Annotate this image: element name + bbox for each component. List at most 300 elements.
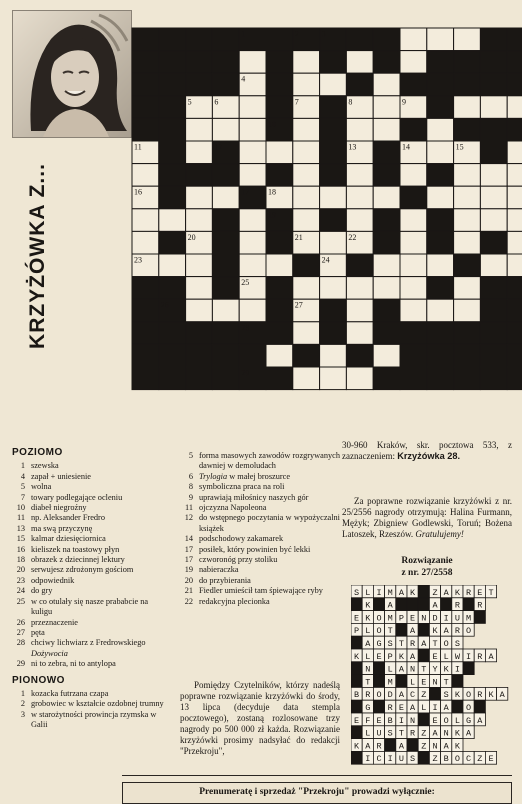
white-cell[interactable] xyxy=(320,277,347,300)
white-cell[interactable] xyxy=(373,96,400,119)
white-cell[interactable] xyxy=(212,118,239,141)
black-cell xyxy=(427,209,454,232)
white-cell[interactable] xyxy=(373,186,400,209)
solution-cell xyxy=(362,700,373,713)
clue-main: kozacka futrzana czapa xyxy=(31,688,109,698)
clue-number: 17 xyxy=(184,544,193,554)
white-cell[interactable] xyxy=(212,186,239,209)
clue-item xyxy=(180,555,340,565)
solution-black-cell xyxy=(351,675,362,688)
clue-item xyxy=(12,482,170,492)
white-cell[interactable] xyxy=(454,164,481,187)
solution-cell xyxy=(396,649,407,662)
solution-letter: R xyxy=(387,703,393,713)
solution-black-cell xyxy=(418,598,429,611)
solution-black-cell xyxy=(418,623,429,636)
clue-main: towary podlegające ocleniu xyxy=(31,492,123,502)
white-cell[interactable] xyxy=(293,186,320,209)
white-cell[interactable] xyxy=(186,254,213,277)
clue-number: 29 xyxy=(16,659,25,669)
solution-letter: A xyxy=(443,703,449,713)
clue-main: symboliczna praca na roli xyxy=(199,482,285,492)
black-cell xyxy=(400,344,427,367)
black-cell xyxy=(454,367,481,390)
white-cell[interactable] xyxy=(239,118,266,141)
white-cell[interactable] xyxy=(454,299,481,322)
solution-cell xyxy=(452,611,463,624)
clue-number: 1 xyxy=(20,688,25,698)
white-cell[interactable] xyxy=(186,141,213,164)
solution-cell xyxy=(429,700,440,713)
solution-cell xyxy=(362,598,373,611)
solution-letter: K xyxy=(454,728,460,739)
solution-letter: K xyxy=(454,587,460,598)
white-cell[interactable] xyxy=(293,73,320,96)
solution-letter: Y xyxy=(432,664,438,675)
solution-letter: E xyxy=(398,703,404,713)
black-cell xyxy=(320,209,347,232)
white-cell[interactable] xyxy=(239,209,266,232)
black-cell xyxy=(159,118,186,141)
white-cell[interactable] xyxy=(480,164,507,187)
white-cell[interactable] xyxy=(400,299,427,322)
solution-letter: T xyxy=(432,639,438,649)
white-cell[interactable] xyxy=(239,254,266,277)
white-cell[interactable] xyxy=(507,164,522,187)
solution-cell xyxy=(463,585,474,598)
black-cell xyxy=(320,51,347,74)
white-cell[interactable] xyxy=(454,28,481,51)
solution-cell xyxy=(362,675,373,688)
white-cell[interactable] xyxy=(132,209,159,232)
clue-text xyxy=(31,597,170,618)
white-cell[interactable] xyxy=(320,186,347,209)
clue-number: 18 xyxy=(268,187,276,197)
solution-cell xyxy=(373,623,384,636)
solution-letter: T xyxy=(398,639,404,649)
solution-cell xyxy=(429,611,440,624)
white-cell[interactable] xyxy=(507,254,522,277)
white-cell[interactable] xyxy=(400,231,427,254)
clue-main: grobowiec w kształcie ozdobnej trumny xyxy=(31,699,164,709)
clue-number: 13 xyxy=(348,142,357,152)
black-cell xyxy=(266,164,293,187)
white-cell[interactable] xyxy=(186,118,213,141)
solution-letter: O xyxy=(376,690,382,701)
black-cell xyxy=(132,299,159,322)
solution-cell xyxy=(418,687,429,700)
white-cell[interactable] xyxy=(346,277,373,300)
solution-letter: R xyxy=(410,728,416,739)
clue-item xyxy=(180,597,340,607)
clue-number: 8 xyxy=(348,97,353,107)
solution-cell xyxy=(463,623,474,636)
white-cell[interactable] xyxy=(454,209,481,232)
black-cell xyxy=(159,51,186,74)
white-cell[interactable] xyxy=(427,118,454,141)
clue-main: ojczyzna Napoleona xyxy=(199,503,267,513)
white-cell[interactable] xyxy=(346,118,373,141)
solution-letter: A xyxy=(398,664,404,675)
solution-letter: M xyxy=(387,613,393,624)
white-cell[interactable] xyxy=(400,254,427,277)
solution-cell xyxy=(396,726,407,739)
clue-main: w starożytności prowincja rzymska w Galii xyxy=(31,709,157,730)
solution-letter: R xyxy=(454,600,460,611)
clue-number: 2 xyxy=(20,699,25,709)
solution-black-cell xyxy=(373,700,384,713)
solution-cell xyxy=(362,662,373,675)
white-cell[interactable] xyxy=(507,96,522,119)
black-cell xyxy=(454,322,481,345)
clue-item xyxy=(180,472,340,482)
white-cell[interactable] xyxy=(400,51,427,74)
solution-letter: R xyxy=(454,626,460,637)
clue-number: 25 xyxy=(16,596,25,606)
white-cell[interactable] xyxy=(239,51,266,74)
solution-title-line2: z nr. 27/2558 xyxy=(401,568,453,578)
solution-cell xyxy=(452,649,463,662)
solution-letter: A xyxy=(443,741,449,752)
solution-letter: D xyxy=(432,613,438,624)
contest-paragraph: Pomiędzy Czytelników, którzy nadeślą poprawne rozwiązanie krzyżówki do środy, 13 lipca (decyduje data stempla pocztowego), zostaną rozlosowane trzy nagrody po 500 000 zł każda. Rozwiązanie krzyżówki prosimy nadsyłać do redakcji "Przekroju", xyxy=(180,680,340,756)
clue-item xyxy=(12,638,170,659)
black-cell xyxy=(480,344,507,367)
white-cell[interactable] xyxy=(266,344,293,367)
white-cell[interactable] xyxy=(346,322,373,345)
solution-cell xyxy=(441,739,452,752)
clue-main: do przybierania xyxy=(199,575,251,585)
white-cell[interactable] xyxy=(480,254,507,277)
white-cell[interactable] xyxy=(320,231,347,254)
black-cell xyxy=(186,164,213,187)
white-cell[interactable] xyxy=(373,344,400,367)
solution-cell xyxy=(362,649,373,662)
solution-cell xyxy=(385,675,396,688)
white-cell[interactable] xyxy=(346,209,373,232)
black-cell xyxy=(480,51,507,74)
solution-cell xyxy=(418,700,429,713)
black-cell xyxy=(480,299,507,322)
solution-cell xyxy=(407,687,418,700)
white-cell[interactable] xyxy=(400,28,427,51)
solution-letter: S xyxy=(387,639,393,649)
solution-letter: C xyxy=(466,754,472,765)
solution-letter: G xyxy=(365,703,371,713)
solution-cell xyxy=(373,636,384,649)
black-cell xyxy=(159,186,186,209)
pionowo-header: PIONOWO xyxy=(12,674,65,686)
solution-letter: S xyxy=(354,587,360,598)
solution-cell xyxy=(429,585,440,598)
clue-item xyxy=(12,534,170,544)
clue-main: posiłek, który powinien być lekki xyxy=(199,544,311,554)
black-cell xyxy=(186,367,213,390)
black-cell xyxy=(132,118,159,141)
white-cell[interactable] xyxy=(293,209,320,232)
white-cell[interactable] xyxy=(132,164,159,187)
black-cell xyxy=(400,73,427,96)
white-cell[interactable] xyxy=(507,141,522,164)
solution-cell xyxy=(407,713,418,726)
white-cell[interactable] xyxy=(132,231,159,254)
white-cell[interactable] xyxy=(320,367,347,390)
solution-cell xyxy=(385,751,396,764)
white-cell[interactable] xyxy=(293,51,320,74)
solution-cell xyxy=(429,598,440,611)
clue-main: ma swą przyczynę xyxy=(31,523,93,533)
white-cell[interactable] xyxy=(507,186,522,209)
white-cell[interactable] xyxy=(373,277,400,300)
black-cell xyxy=(159,96,186,119)
clue-item xyxy=(180,493,340,503)
clue-item xyxy=(12,628,170,638)
solution-letter: I xyxy=(454,664,460,675)
black-cell xyxy=(266,322,293,345)
clue-text xyxy=(31,524,170,534)
white-cell[interactable] xyxy=(186,277,213,300)
clue-text xyxy=(31,513,170,523)
white-cell[interactable] xyxy=(454,96,481,119)
white-cell[interactable] xyxy=(427,186,454,209)
solution-black-cell xyxy=(351,751,362,764)
white-cell[interactable] xyxy=(293,164,320,187)
black-cell xyxy=(320,299,347,322)
poziomo-list xyxy=(12,461,170,669)
black-cell xyxy=(320,96,347,119)
solution-cell xyxy=(485,585,496,598)
clue-number: 14 xyxy=(184,534,193,544)
white-cell[interactable] xyxy=(346,164,373,187)
white-cell[interactable] xyxy=(186,186,213,209)
solution-letter: K xyxy=(454,690,460,701)
solution-letter: L xyxy=(421,703,427,713)
white-cell[interactable] xyxy=(293,277,320,300)
solution-cell xyxy=(351,687,362,700)
solution-letter: E xyxy=(477,587,483,598)
clue-number: 22 xyxy=(348,232,357,242)
white-cell[interactable] xyxy=(480,209,507,232)
white-cell[interactable] xyxy=(346,299,373,322)
clue-number: 19 xyxy=(268,210,276,220)
black-cell xyxy=(427,322,454,345)
white-cell[interactable] xyxy=(266,141,293,164)
solution-cell xyxy=(441,636,452,649)
solution-letter: I xyxy=(365,754,371,765)
solution-letter: N xyxy=(443,728,449,739)
white-cell[interactable] xyxy=(159,254,186,277)
white-cell[interactable] xyxy=(373,118,400,141)
white-cell[interactable] xyxy=(212,299,239,322)
clue-text xyxy=(199,513,340,534)
white-cell[interactable] xyxy=(427,299,454,322)
black-cell xyxy=(159,28,186,51)
black-cell xyxy=(507,277,522,300)
clue-number: 15 xyxy=(455,142,464,152)
solution-cell xyxy=(373,726,384,739)
solution-letter: F xyxy=(365,715,371,726)
white-cell[interactable] xyxy=(239,96,266,119)
white-cell[interactable] xyxy=(507,231,522,254)
solution-black-cell xyxy=(373,598,384,611)
white-cell[interactable] xyxy=(373,73,400,96)
solution-cell xyxy=(351,623,362,636)
clue-text xyxy=(31,493,170,503)
white-cell[interactable] xyxy=(293,367,320,390)
solution-cell xyxy=(418,726,429,739)
white-cell[interactable] xyxy=(346,367,373,390)
white-cell[interactable] xyxy=(159,209,186,232)
solution-letter: I xyxy=(376,587,382,598)
white-cell[interactable] xyxy=(400,164,427,187)
clue-item xyxy=(12,586,170,596)
clue-number: 7 xyxy=(294,97,299,107)
solution-cell xyxy=(351,611,362,624)
solution-cell xyxy=(385,611,396,624)
clue-text xyxy=(31,565,170,575)
solution-letter: B xyxy=(387,715,393,726)
solution-letter: A xyxy=(398,690,404,701)
clue-main: redakcyjna plecionka xyxy=(199,596,270,606)
solution-letter: E xyxy=(376,715,382,726)
white-cell[interactable] xyxy=(427,28,454,51)
black-cell xyxy=(132,344,159,367)
solution-letter: A xyxy=(443,626,449,637)
white-cell[interactable] xyxy=(480,96,507,119)
clue-main: kieliszek na toastowy płyn xyxy=(31,544,120,554)
solution-cell xyxy=(362,751,373,764)
white-cell[interactable] xyxy=(293,322,320,345)
clue-italic: Dożywocia xyxy=(31,648,68,658)
black-cell xyxy=(454,344,481,367)
white-cell[interactable] xyxy=(239,164,266,187)
solution-black-cell xyxy=(351,598,362,611)
white-cell[interactable] xyxy=(400,277,427,300)
black-cell xyxy=(373,164,400,187)
white-cell[interactable] xyxy=(239,299,266,322)
clue-item xyxy=(180,513,340,534)
clue-number: 26 xyxy=(16,617,25,627)
clue-text xyxy=(199,597,340,607)
solution-black-cell xyxy=(396,675,407,688)
solution-cell xyxy=(396,751,407,764)
solution-letter: L xyxy=(365,587,371,598)
clue-number: 4 xyxy=(20,471,25,481)
solution-letter: C xyxy=(376,754,382,765)
white-cell[interactable] xyxy=(293,118,320,141)
black-cell xyxy=(186,322,213,345)
white-cell[interactable] xyxy=(293,141,320,164)
clue-text xyxy=(31,555,170,565)
clue-text xyxy=(199,472,340,482)
black-cell xyxy=(320,118,347,141)
solution-cell xyxy=(441,687,452,700)
white-cell[interactable] xyxy=(346,51,373,74)
white-cell[interactable] xyxy=(320,73,347,96)
black-cell xyxy=(320,164,347,187)
clue-number: 5 xyxy=(187,97,192,107)
solution-cell xyxy=(452,687,463,700)
white-cell[interactable] xyxy=(400,209,427,232)
solution-letter: E xyxy=(432,715,438,726)
clue-text xyxy=(31,461,170,471)
solution-black-cell xyxy=(385,739,396,752)
solution-letter: B xyxy=(354,690,360,701)
clue-number: 29 xyxy=(241,368,250,378)
solution-cell xyxy=(396,585,407,598)
solution-black-cell xyxy=(373,675,384,688)
solution-letter: O xyxy=(454,754,460,765)
solution-cell xyxy=(463,700,474,713)
white-cell[interactable] xyxy=(266,254,293,277)
white-cell[interactable] xyxy=(186,299,213,322)
solution-black-cell xyxy=(418,713,429,726)
clue-item xyxy=(12,659,170,669)
solution-black-cell xyxy=(463,598,474,611)
clue-number: 21 xyxy=(184,586,193,596)
clue-number: 27 xyxy=(16,627,25,637)
solution-letter: O xyxy=(443,715,449,726)
clue-text xyxy=(31,659,170,669)
side-title: KRZYŻÓWKA Z... xyxy=(26,163,49,349)
white-cell[interactable] xyxy=(186,209,213,232)
black-cell xyxy=(400,118,427,141)
clue-text xyxy=(31,576,170,586)
white-cell[interactable] xyxy=(373,254,400,277)
clue-text xyxy=(199,482,340,492)
white-cell[interactable] xyxy=(480,186,507,209)
black-cell xyxy=(480,231,507,254)
black-cell xyxy=(480,367,507,390)
white-cell[interactable] xyxy=(454,277,481,300)
clue-main: podschodowy zakamarek xyxy=(199,534,284,544)
clue-text xyxy=(31,545,170,555)
black-cell xyxy=(507,73,522,96)
black-cell xyxy=(132,322,159,345)
solution-cell xyxy=(407,585,418,598)
solution-cell xyxy=(385,662,396,675)
solution-letter: L xyxy=(365,626,371,637)
white-cell[interactable] xyxy=(454,231,481,254)
black-cell xyxy=(400,186,427,209)
solution-letter: G xyxy=(376,639,382,649)
black-cell xyxy=(132,73,159,96)
white-cell[interactable] xyxy=(507,209,522,232)
white-cell[interactable] xyxy=(346,186,373,209)
solution-letter: A xyxy=(410,626,416,637)
solution-cell xyxy=(385,700,396,713)
white-cell[interactable] xyxy=(427,141,454,164)
crossword-grid xyxy=(0,0,522,400)
clue-item xyxy=(180,565,340,575)
white-cell[interactable] xyxy=(239,141,266,164)
black-cell xyxy=(212,73,239,96)
white-cell[interactable] xyxy=(320,344,347,367)
black-cell xyxy=(159,73,186,96)
clue-item xyxy=(180,586,340,596)
clue-number: 22 xyxy=(184,596,193,606)
clue-number: 14 xyxy=(402,142,410,152)
black-cell xyxy=(212,254,239,277)
clue-number: 18 xyxy=(16,555,25,565)
solution-cell xyxy=(418,636,429,649)
white-cell[interactable] xyxy=(454,186,481,209)
white-cell[interactable] xyxy=(239,231,266,254)
solution-cell xyxy=(362,636,373,649)
solution-black-cell xyxy=(452,675,463,688)
black-cell xyxy=(427,73,454,96)
white-cell[interactable] xyxy=(427,254,454,277)
